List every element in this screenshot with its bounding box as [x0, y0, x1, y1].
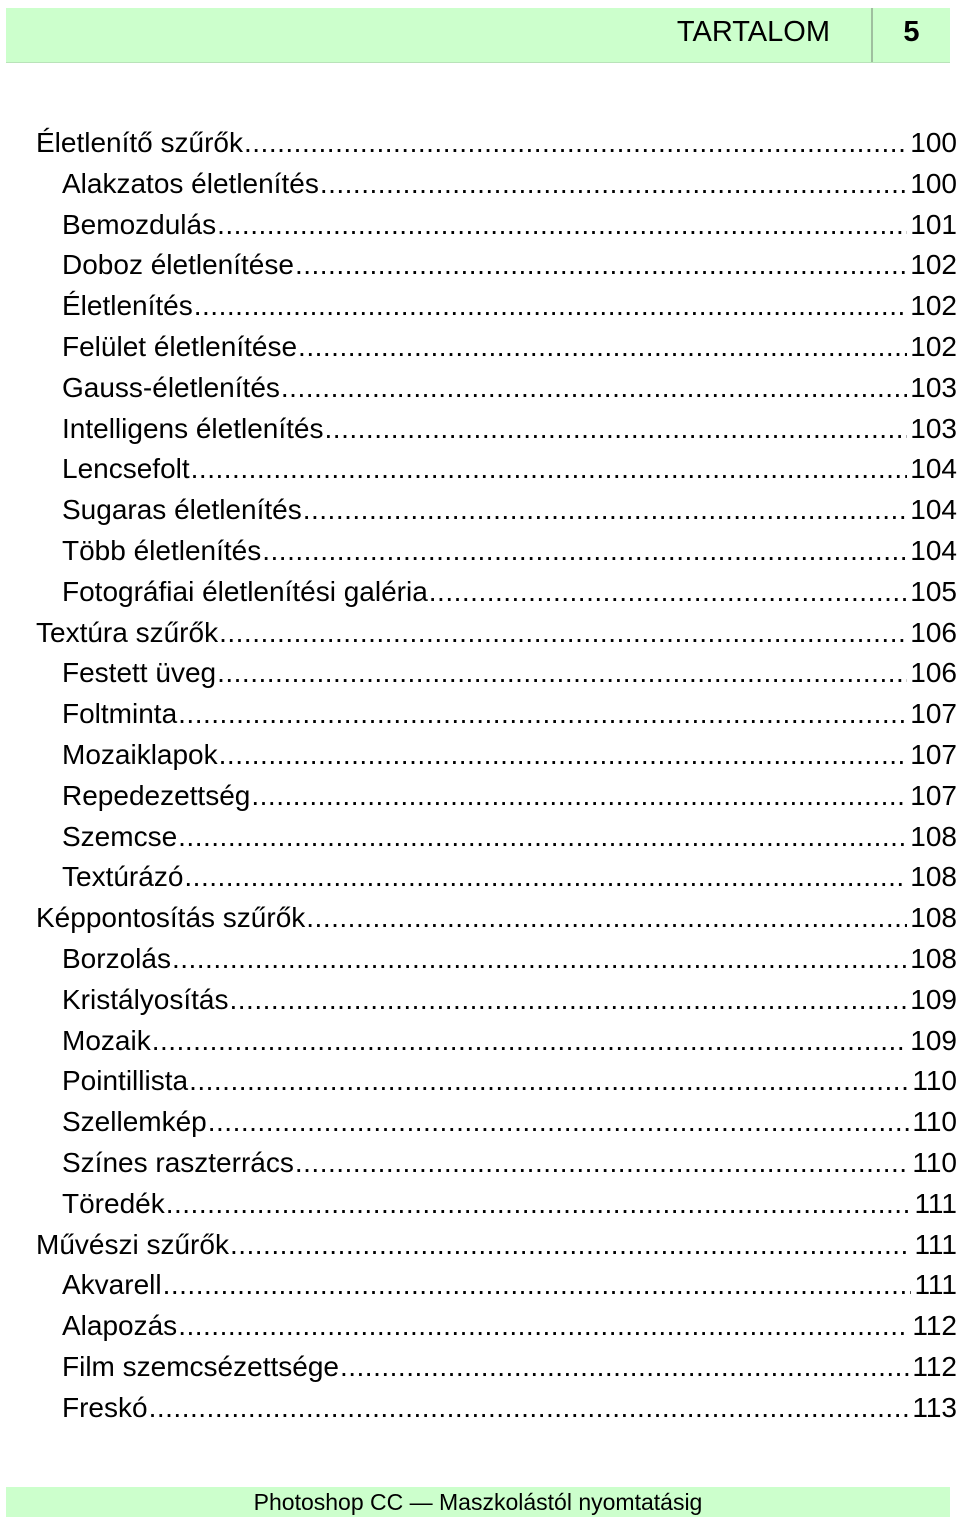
page-header — [6, 8, 950, 63]
toc-entry-page-number: 111 — [914, 1187, 957, 1219]
toc-subentry[interactable] — [36, 409, 957, 450]
toc-subentry[interactable] — [36, 1306, 957, 1347]
toc-entry-label: Felület életlenítése — [62, 330, 298, 362]
toc-entry-label: Bemozdulás — [62, 208, 217, 240]
toc-subentry[interactable] — [36, 205, 957, 246]
toc-entry-label: Doboz életlenítése — [62, 249, 294, 281]
toc-entry-label: Alapozás — [62, 1310, 178, 1342]
toc-dot-leader — [194, 286, 908, 327]
toc-entry-label: Freskó — [62, 1391, 148, 1423]
toc-dot-leader — [217, 205, 907, 246]
toc-dot-leader — [298, 327, 907, 368]
footer-text: Photoshop CC — Maszkolástól nyomtatásig — [253, 1489, 703, 1515]
toc-entry-label: Foltminta — [62, 698, 178, 730]
toc-subentry[interactable] — [36, 735, 957, 776]
toc-dot-leader — [244, 123, 907, 164]
toc-dot-leader — [172, 939, 907, 980]
toc-subentry[interactable] — [36, 1184, 957, 1225]
toc-entry-label: Lencsefolt — [62, 453, 190, 485]
toc-dot-leader — [178, 1306, 909, 1347]
toc-subentry[interactable] — [36, 327, 957, 368]
toc-subentry[interactable] — [36, 368, 957, 409]
toc-entry-label: Töredék — [62, 1187, 165, 1219]
toc-entry-label: Film szemcsézettsége — [62, 1350, 339, 1382]
toc-entry-page-number: 102 — [910, 290, 957, 322]
toc-section-entry[interactable] — [36, 1225, 957, 1266]
toc-dot-leader — [166, 1184, 912, 1225]
toc-entry-page-number: 103 — [910, 371, 957, 403]
toc-subentry[interactable] — [36, 286, 957, 327]
toc-entry-label: Színes raszterrács — [62, 1146, 294, 1178]
toc-entry-label: Mozaik — [62, 1024, 151, 1056]
toc-entry-label: Életlenítés — [62, 290, 193, 322]
toc-dot-leader — [320, 164, 907, 205]
toc-dot-leader — [217, 653, 907, 694]
toc-entry-page-number: 109 — [910, 1024, 957, 1056]
toc-dot-leader — [219, 613, 907, 654]
toc-entry-label: Sugaras életlenítés — [62, 494, 302, 526]
toc-dot-leader — [306, 898, 907, 939]
toc-subentry[interactable] — [36, 1388, 957, 1429]
toc-dot-leader — [429, 572, 908, 613]
toc-entry-page-number: 111 — [914, 1269, 957, 1301]
toc-entry-label: Alakzatos életlenítés — [62, 167, 319, 199]
toc-dot-leader — [340, 1347, 909, 1388]
toc-subentry[interactable] — [36, 980, 957, 1021]
toc-subentry[interactable] — [36, 245, 957, 286]
toc-dot-leader — [191, 449, 908, 490]
toc-entry-page-number: 106 — [910, 657, 957, 689]
toc-entry-label: Szemcse — [62, 820, 178, 852]
toc-subentry[interactable] — [36, 164, 957, 205]
toc-entry-page-number: 110 — [912, 1065, 957, 1097]
toc-entry-label: Textúra szűrők — [36, 616, 219, 648]
toc-subentry[interactable] — [36, 1265, 957, 1306]
toc-section-entry[interactable] — [36, 613, 957, 654]
toc-entry-page-number: 103 — [910, 412, 957, 444]
toc-dot-leader — [262, 531, 907, 572]
toc-entry-label: Kristályosítás — [62, 983, 229, 1015]
toc-entry-label: Festett üveg — [62, 657, 217, 689]
toc-entry-label: Intelligens életlenítés — [62, 412, 324, 444]
toc-entry-page-number: 108 — [910, 861, 957, 893]
toc-subentry[interactable] — [36, 653, 957, 694]
toc-entry-page-number: 104 — [910, 453, 957, 485]
toc-entry-page-number: 109 — [910, 983, 957, 1015]
toc-entry-label: Pointillista — [62, 1065, 189, 1097]
toc-entry-page-number: 106 — [910, 616, 957, 648]
toc-entry-page-number: 112 — [912, 1310, 957, 1342]
toc-section-entry[interactable] — [36, 898, 957, 939]
toc-dot-leader — [178, 817, 907, 858]
toc-entry-page-number: 107 — [910, 779, 957, 811]
toc-entry-page-number: 104 — [910, 534, 957, 566]
toc-subentry[interactable] — [36, 490, 957, 531]
toc-dot-leader — [295, 245, 907, 286]
table-of-contents — [36, 123, 957, 1429]
toc-subentry[interactable] — [36, 531, 957, 572]
toc-dot-leader — [281, 368, 907, 409]
header-page-number: 5 — [903, 16, 920, 48]
toc-dot-leader — [230, 980, 908, 1021]
toc-subentry[interactable] — [36, 817, 957, 858]
toc-entry-label: Művészi szűrők — [36, 1228, 229, 1260]
toc-entry-page-number: 105 — [910, 575, 957, 607]
page-footer — [6, 1487, 950, 1517]
toc-subentry[interactable] — [36, 1143, 957, 1184]
toc-subentry[interactable] — [36, 694, 957, 735]
toc-entry-label: Textúrázó — [62, 861, 184, 893]
toc-dot-leader — [219, 735, 908, 776]
toc-dot-leader — [189, 1061, 909, 1102]
toc-entry-label: Borzolás — [62, 942, 171, 974]
toc-entry-page-number: 101 — [910, 208, 957, 240]
toc-entry-page-number: 104 — [910, 494, 957, 526]
toc-entry-page-number: 100 — [910, 167, 957, 199]
toc-dot-leader — [184, 857, 907, 898]
toc-subentry[interactable] — [36, 572, 957, 613]
toc-dot-leader — [295, 1143, 910, 1184]
toc-entry-page-number: 107 — [910, 738, 957, 770]
toc-entry-page-number: 102 — [910, 330, 957, 362]
toc-dot-leader — [230, 1225, 912, 1266]
toc-entry-label: Fotográfiai életlenítési galéria — [62, 575, 428, 607]
toc-entry-label: Gauss-életlenítés — [62, 371, 280, 403]
toc-subentry[interactable] — [36, 449, 957, 490]
header-title: TARTALOM — [676, 16, 830, 48]
toc-entry-label: Akvarell — [62, 1269, 162, 1301]
toc-entry-page-number: 108 — [910, 820, 957, 852]
toc-entry-page-number: 108 — [910, 942, 957, 974]
toc-entry-page-number: 100 — [910, 127, 957, 158]
toc-dot-leader — [325, 409, 908, 450]
toc-entry-label: Szellemkép — [62, 1106, 207, 1138]
toc-entry-page-number: 110 — [912, 1106, 957, 1138]
toc-entry-page-number: 102 — [910, 249, 957, 281]
toc-entry-page-number: 107 — [910, 698, 957, 730]
toc-entry-page-number: 112 — [912, 1350, 957, 1382]
toc-entry-label: Több életlenítés — [62, 534, 262, 566]
toc-subentry[interactable] — [36, 1347, 957, 1388]
toc-entry-label: Repedezettség — [62, 779, 251, 811]
toc-dot-leader — [178, 694, 907, 735]
toc-subentry[interactable] — [36, 1102, 957, 1143]
toc-section-entry[interactable] — [36, 123, 957, 164]
toc-entry-label: Életlenítő szűrők — [36, 127, 243, 158]
toc-dot-leader — [251, 776, 907, 817]
toc-entry-label: Képpontosítás szűrők — [36, 902, 306, 934]
toc-entry-page-number: 111 — [914, 1228, 957, 1260]
toc-dot-leader — [208, 1102, 910, 1143]
toc-dot-leader — [163, 1265, 912, 1306]
toc-dot-leader — [149, 1388, 910, 1429]
toc-dot-leader — [303, 490, 908, 531]
toc-subentry[interactable] — [36, 1061, 957, 1102]
toc-entry-label: Mozaiklapok — [62, 738, 218, 770]
toc-subentry[interactable] — [36, 776, 957, 817]
toc-dot-leader — [152, 1021, 908, 1062]
toc-entry-page-number: 110 — [912, 1146, 957, 1178]
toc-entry-page-number: 113 — [912, 1391, 957, 1423]
toc-subentry[interactable] — [36, 1021, 957, 1062]
toc-entry-page-number: 108 — [910, 902, 957, 934]
toc-subentry[interactable] — [36, 857, 957, 898]
toc-subentry[interactable] — [36, 939, 957, 980]
